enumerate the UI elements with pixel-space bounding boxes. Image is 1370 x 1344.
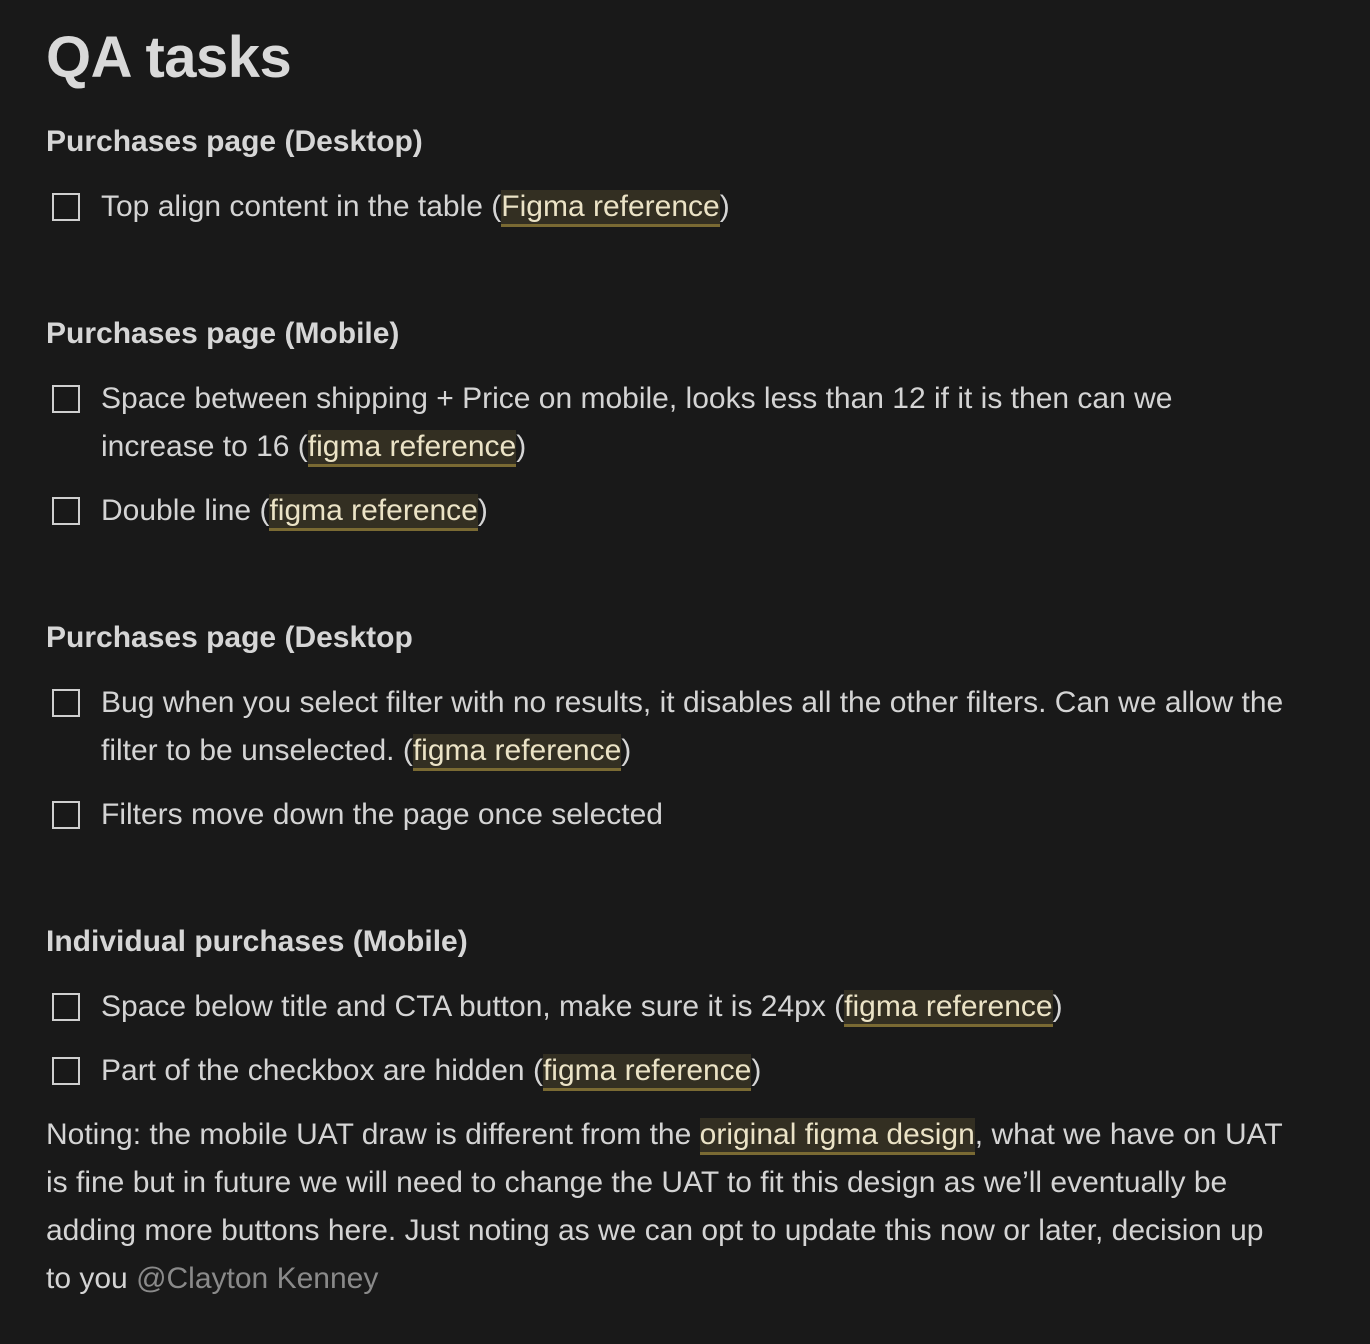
- section-heading-purchases-desktop: Purchases page (Desktop): [46, 125, 423, 158]
- todo-item: [52, 1047, 1302, 1095]
- todo-text: Top align content in the table (Figma reference): [101, 183, 1291, 231]
- todo-item: [52, 791, 1302, 839]
- todo-text: Part of the checkbox are hidden (figma reference): [101, 1047, 1291, 1095]
- note-paragraph: Noting: the mobile UAT draw is different from the original figma design, what we have on UAT is fine but in future we will need to change the UAT to fit this design as we’ll eventually be adding more buttons here. Just noting as we can opt to update this now or later, decision up to you @Clayton Kenney: [46, 1118, 1283, 1295]
- todo-checkbox[interactable]: [52, 689, 80, 717]
- todo-text: Space between shipping + Price on mobile, looks less than 12 if it is then can we increase to 16 (figma reference): [101, 375, 1291, 471]
- section-heading-individual-purchases-mobile: Individual purchases (Mobile): [46, 925, 468, 958]
- todo-item: [52, 983, 1302, 1031]
- todo-checkbox[interactable]: [52, 801, 80, 829]
- section-heading-purchases-mobile: Purchases page (Mobile): [46, 317, 400, 350]
- figma-reference-link[interactable]: figma reference: [844, 990, 1052, 1027]
- figma-reference-link[interactable]: figma reference: [269, 494, 477, 531]
- todo-checkbox[interactable]: [52, 993, 80, 1021]
- todo-checkbox[interactable]: [52, 497, 80, 525]
- figma-reference-link[interactable]: Figma reference: [501, 190, 719, 227]
- user-mention[interactable]: @Clayton Kenney: [136, 1262, 379, 1295]
- todo-item: [52, 183, 1302, 231]
- figma-reference-link[interactable]: figma reference: [543, 1054, 751, 1091]
- todo-checkbox[interactable]: [52, 193, 80, 221]
- todo-text: Double line (figma reference): [101, 487, 1291, 535]
- todo-item: [52, 679, 1302, 775]
- todo-text: Space below title and CTA button, make sure it is 24px (figma reference): [101, 983, 1291, 1031]
- todo-item: [52, 487, 1302, 535]
- figma-reference-link[interactable]: figma reference: [308, 430, 516, 467]
- todo-checkbox[interactable]: [52, 385, 80, 413]
- page-title: QA tasks: [46, 25, 292, 90]
- todo-checkbox[interactable]: [52, 1057, 80, 1085]
- section-heading-purchases-desktop-2: Purchases page (Desktop: [46, 621, 413, 654]
- todo-text: Filters move down the page once selected: [101, 798, 663, 831]
- todo-text: Bug when you select filter with no results, it disables all the other filters. Can we allow the filter to be unselected. (figma reference): [101, 679, 1291, 775]
- original-figma-design-link[interactable]: original figma design: [700, 1118, 975, 1155]
- todo-item: [52, 375, 1302, 471]
- figma-reference-link[interactable]: figma reference: [413, 734, 621, 771]
